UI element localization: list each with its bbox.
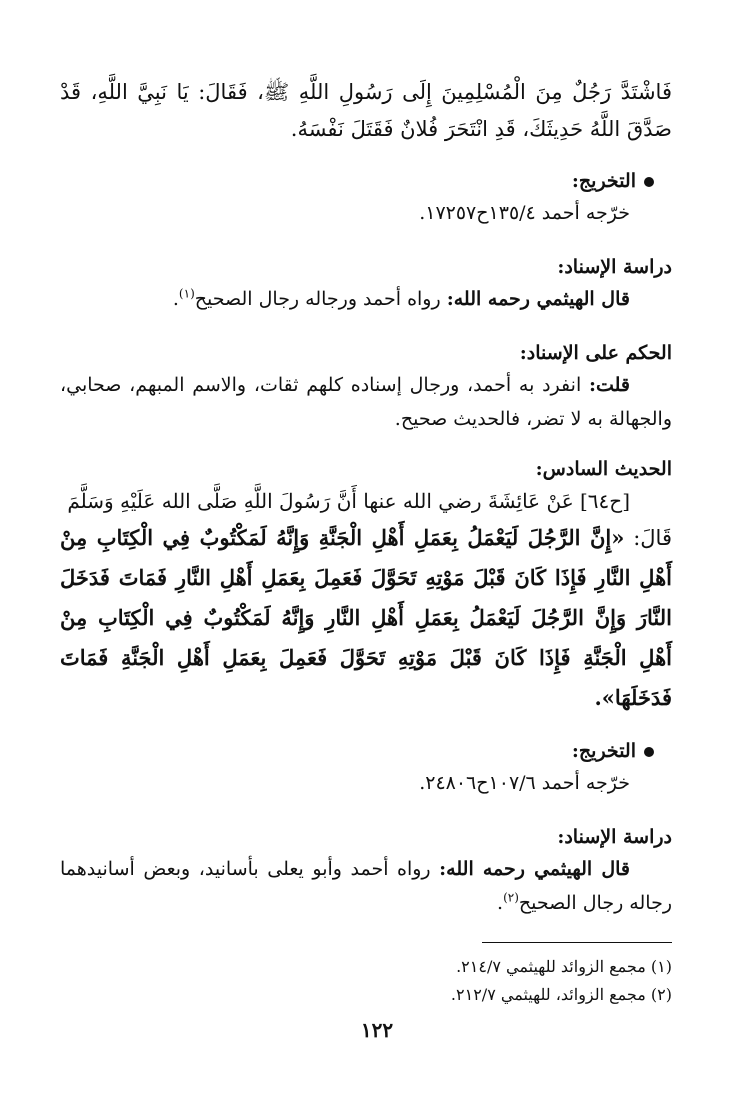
isnad-study-end-1: . [172, 288, 179, 310]
book-page [60, 60, 672, 1009]
takhrij-text-2: خرّجه أحمد ١٠٧/٦ح٢٤٨٠٦. [419, 772, 630, 794]
bullet-icon [644, 747, 654, 757]
hadith-6-text [60, 518, 672, 718]
hadith-6-heading: الحديث السادس: [535, 458, 672, 480]
footnote-divider [482, 942, 672, 943]
footnote-1: (١) مجمع الزوائد للهيثمي ٢١٤/٧. [456, 957, 672, 976]
takhrij-heading-2 [60, 736, 672, 766]
takhrij-heading-2-label: التخريج: [571, 740, 636, 762]
hadith-6-number: [ح٦٤] [579, 489, 630, 513]
isnad-study-heading-1: دراسة الإسناد: [557, 256, 672, 278]
isnad-study-speaker-2: قال الهيثمي رحمه الله: [439, 858, 630, 880]
footnote-ref-2[interactable]: (٢) [503, 890, 519, 905]
bullet-icon [644, 177, 654, 187]
ruling-heading: الحكم على الإسناد: [519, 342, 672, 364]
isnad-study-text-2 [60, 852, 672, 920]
hadith-6-narration-intro: عَنْ عَائِشَةَ رضي الله عنها أَنَّ رَسُولَ اللَّهِ صَلَّى الله عَلَيْهِ وَسَلَّمَ [67, 489, 580, 513]
takhrij-heading-1 [60, 166, 672, 196]
takhrij-heading-1-label: التخريج: [571, 170, 636, 192]
page-number: ١٢٢ [360, 1018, 394, 1042]
isnad-study-heading-2: دراسة الإسناد: [557, 826, 672, 848]
hadith-6-said: قَالَ: [624, 526, 672, 550]
ruling-body: انفرد به أحمد، ورجال إسناده كلهم ثقات، والاسم المبهم، صحابي، والجهالة به لا تضر، فالحديث صحيح. [60, 374, 672, 430]
footnote-2: (٢) مجمع الزوائد، للهيثمي ٢١٢/٧. [450, 985, 672, 1004]
isnad-study-speaker-1: قال الهيثمي رحمه الله: [446, 288, 630, 310]
ruling-speaker: قلت: [588, 374, 630, 396]
isnad-study-body-2: رواه أحمد وأبو يعلى بأسانيد، وبعض أسانيدهما رجاله رجال الصحيح [60, 858, 672, 914]
hadith-6-body: «إِنَّ الرَّجُلَ لَيَعْمَلُ بِعَمَلِ أَهْلِ الْجَنَّةِ وَإِنَّهُ لَمَكْتُوبٌ فِي الْكِتَابِ مِنْ أَهْلِ النَّارِ فَإِذَا كَانَ قَبْلَ مَوْتِهِ تَحَوَّلَ فَعَمِلَ بِعَمَلِ أَهْلِ النَّارِ فَمَاتَ فَدَخَلَ النَّارَ وَإِنَّ الرَّجُلَ لَيَعْمَلُ بِعَمَلِ أَهْلِ النَّارِ وَإِنَّهُ لَمَكْتُوبٌ فِي الْكِتَابِ مِنْ أَهْلِ الْجَنَّةِ فَإِذَا كَانَ قَبْلَ مَوْتِهِ تَحَوَّلَ فَعَمِلَ بِعَمَلِ أَهْلِ الْجَنَّةِ فَمَاتَ فَدَخَلَهَا». [60, 525, 672, 710]
hadith-6-isnad-line [60, 484, 672, 518]
intro-paragraph: فَاشْتَدَّ رَجُلٌ مِنَ الْمُسْلِمِينَ إِلَى رَسُولِ اللَّهِ ﷺ، فَقَالَ: يَا نَبِيَّ اللَّهِ، قَدْ صَدَّقَ اللَّهُ حَدِيثَكَ، قَدِ انْتَحَرَ فُلانٌ فَقَتَلَ نَفْسَهُ. [60, 80, 672, 141]
isnad-study-body-1: رواه أحمد ورجاله رجال الصحيح [194, 288, 447, 310]
takhrij-text-1: خرّجه أحمد ١٣٥/٤ح١٧٢٥٧. [419, 202, 630, 224]
isnad-study-end-2: . [497, 892, 504, 914]
isnad-study-text-1 [60, 284, 672, 314]
footnote-ref-1[interactable]: (١) [178, 286, 195, 301]
ruling-text [60, 368, 672, 436]
